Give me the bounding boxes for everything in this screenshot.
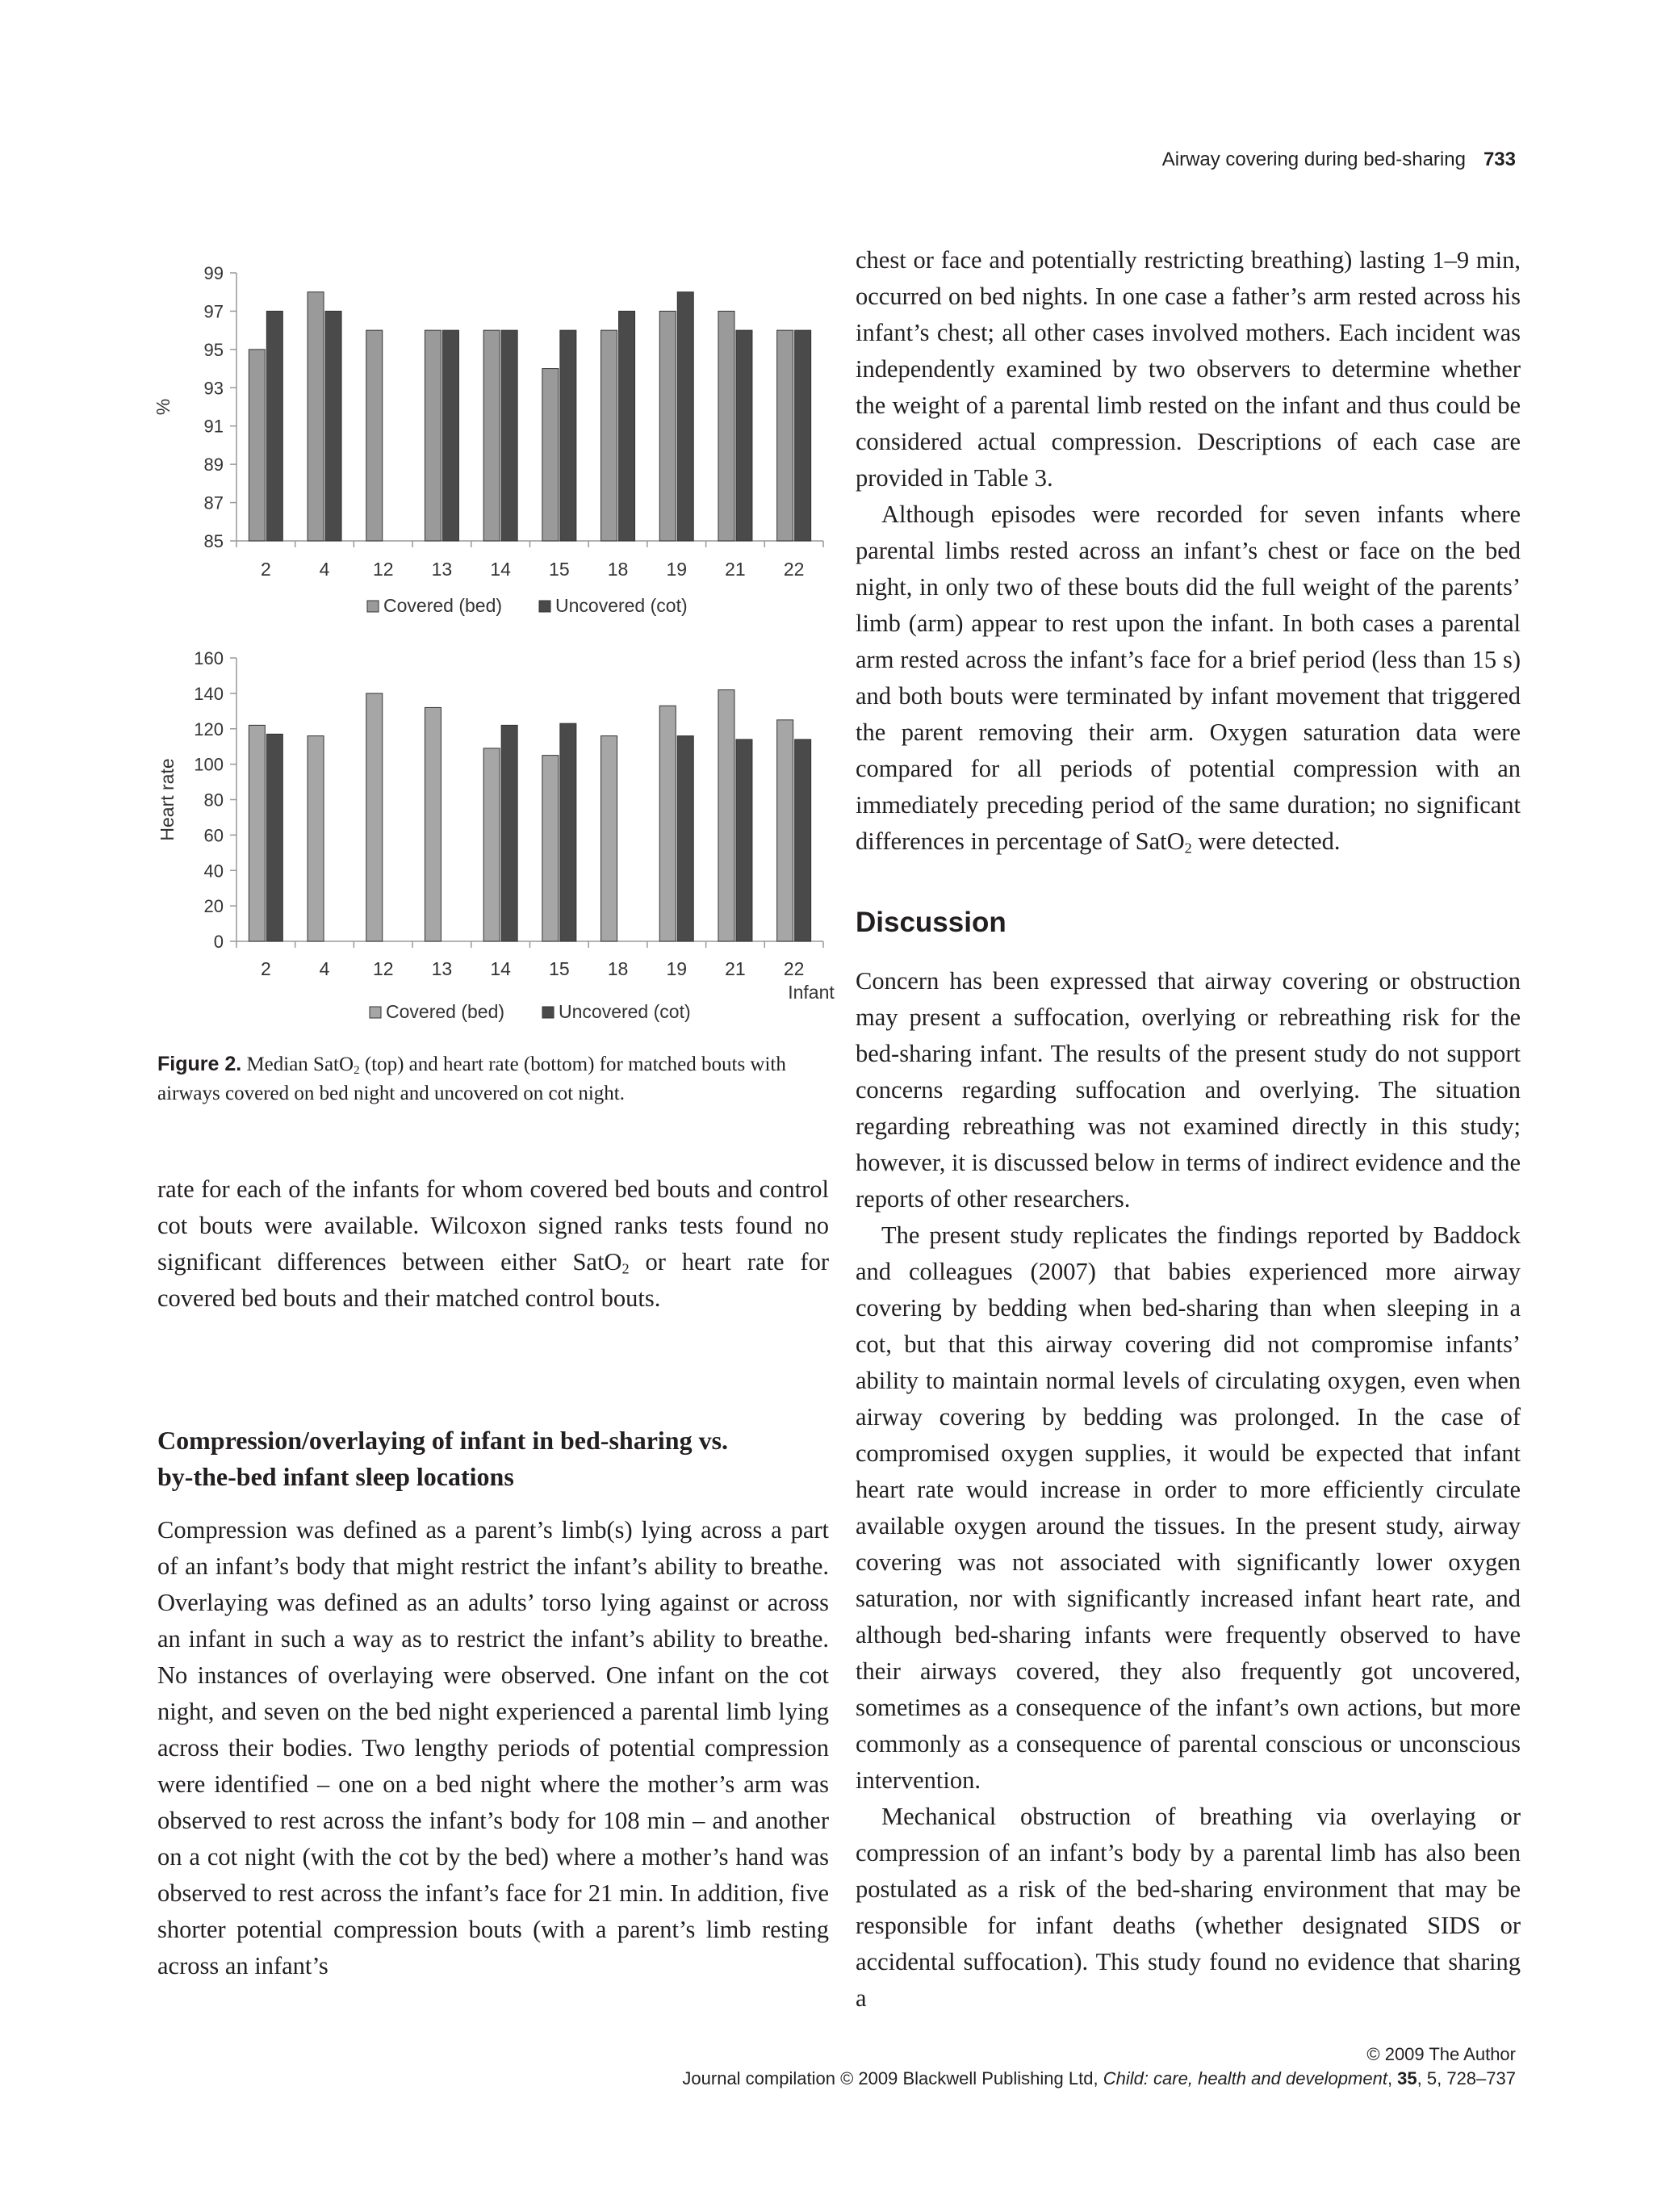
chart1-legend-swatch (539, 601, 550, 612)
running-title: Airway covering during bed-sharing (1161, 149, 1466, 170)
chart2-legend-label: Covered (bed) (386, 1001, 505, 1022)
chart2-y-tick-label: 80 (203, 790, 224, 811)
chart2-legend-label: Uncovered (cot) (559, 1001, 691, 1022)
footer-journal-title: Child: care, health and development (1103, 2068, 1387, 2088)
chart2-bar-covered (366, 693, 383, 941)
chart1-legend-swatch (367, 601, 379, 612)
chart2-y-tick-label: 140 (194, 683, 224, 704)
chart1-bar-uncovered (736, 330, 752, 541)
left-para1-post: or heart rate for covered bed bouts and their matched control bouts. (157, 1248, 829, 1312)
chart2-category-label: 21 (725, 958, 746, 979)
caption-sub: 2 (354, 1063, 360, 1077)
chart2-bar-covered (601, 736, 617, 941)
chart2-y-tick-label: 40 (203, 861, 224, 882)
chart2-category-label: 22 (783, 958, 805, 979)
chart1-bar-uncovered (795, 330, 811, 541)
chart1-bar-uncovered (266, 311, 282, 541)
footer-journal-post: , 5, 728–737 (1417, 2068, 1516, 2088)
chart1-y-tick-label: 97 (203, 301, 224, 322)
chart1-category-label: 12 (372, 559, 394, 580)
right-para4: The present study replicates the findings reported by Baddock and colleagues (2007) that babies experienced more airway covering by bedding when bed-sharing than when sleeping in a cot, but that this airway covering did not compromise infants’ ability to maintain normal levels of circulating oxygen, even when airway covering by bedding was prolonged. In the case of compromised oxygen supplies, it would be expected that infant heart rate would increase in order to more efficiently circulate available oxygen around the tissues. In the present study, airway covering was not associated with significantly lower oxygen saturation, nor with significantly increased infant heart rate, and although bed-sharing infants were frequently observed to have their airways covered, they also frequently got uncovered, sometimes as a consequence of the infant’s own actions, but more commonly as a consequence of parental conscious or unconscious intervention. (856, 1221, 1521, 1794)
chart2-bar-uncovered (560, 723, 576, 941)
chart1-category-label: 15 (549, 559, 570, 580)
chart1-bar-covered (542, 369, 559, 541)
chart1-bar-covered (366, 330, 383, 541)
left-para2: Compression was defined as a parent’s limb(s) lying across a part of an infant’s body that might restrict the infant’s ability to breathe. Overlaying was defined as an adults’ torso lying against or across an infant in such a way as to restrict the infant’s ability to breathe. No instances of overlaying were observed. One infant on the cot night, and seven on the bed night experienced a parental limb lying across their bodies. Two lengthy periods of potential compression were identified – one on a bed night where the mother’s arm was observed to rest across the infant’s body for 108 min – and another on a cot night (with the cot by the bed) where a mother’s hand was observed to rest across the infant’s face for 21 min. In addition, five shorter potential compression bouts (with a parent’s limb resting across an infant’s (157, 1516, 829, 1979)
chart2-bar-uncovered (677, 736, 693, 941)
chart1-y-tick-label: 85 (203, 531, 224, 551)
chart2-bar-uncovered (736, 739, 752, 941)
footer-journal-volume: 35 (1397, 2068, 1417, 2088)
chart2-y-tick-label: 120 (194, 718, 224, 739)
chart2-bar-uncovered (795, 739, 811, 941)
chart2-category-label: 13 (431, 958, 453, 979)
chart1-bar-covered (308, 292, 324, 541)
chart2-x-axis-label: Infant (788, 982, 835, 1003)
chart1-bar-covered (601, 330, 617, 541)
chart1-bar-uncovered (619, 311, 635, 541)
chart1-bar-covered (718, 311, 734, 541)
chart2-category-label: 14 (490, 958, 511, 979)
chart1-category-label: 4 (319, 559, 330, 580)
chart2-category-label: 4 (319, 958, 330, 979)
chart2-y-tick-label: 20 (203, 896, 224, 917)
chart1-y-tick-label: 99 (203, 263, 224, 283)
chart2-category-label: 19 (666, 958, 688, 979)
chart1-legend-label: Covered (bed) (383, 595, 503, 616)
right-para3: Concern has been expressed that airway covering or obstruction may present a suffocation, overlying or rebreathing risk for the bed-sharing infant. The results of the present study do not support concerns regarding suffocation and overlying. The situation regarding rebreathing was not examined directly in this study; however, it is discussed below in terms of indirect evidence and the reports of other researchers. (856, 967, 1521, 1213)
chart1-bar-covered (777, 330, 793, 541)
chart2-bar-covered (249, 725, 265, 941)
chart1-y-tick-label: 89 (203, 455, 224, 475)
right-column-discussion (856, 963, 1521, 2017)
footer-journal-pre: Journal compilation © 2009 Blackwell Publishing Ltd, (682, 2068, 1099, 2088)
chart2-category-label: 12 (372, 958, 394, 979)
caption-text-post: (top) and heart rate (bottom) for matched bouts with airways covered on bed night and uncovered on cot night. (157, 1054, 786, 1104)
caption-label: Figure 2. (157, 1053, 242, 1075)
chart1-bar-covered (425, 330, 441, 541)
chart1-y-tick-label: 87 (203, 492, 224, 513)
chart2-bar-covered (659, 706, 676, 941)
footer-copyright: © 2009 The Author (1366, 2044, 1516, 2064)
footer-journal: Journal compilation © 2009 Blackwell Publishing Ltd, Child: care, health and development, 35, 5, 728–737 (682, 2068, 1516, 2088)
chart1-category-label: 21 (725, 559, 746, 580)
chart1-category-label: 2 (260, 559, 271, 580)
chart2-y-axis-label: Heart rate (157, 758, 178, 841)
chart1-category-label: 18 (607, 559, 629, 580)
left-para1-pre: rate for each of the infants for whom covered bed bouts and control cot bouts were available. Wilcoxon signed ranks tests found no significant differences between either SatO (157, 1175, 829, 1276)
chart1-bar-uncovered (677, 292, 693, 541)
chart2-bar-uncovered (266, 734, 282, 941)
left-subheading (157, 1422, 829, 1495)
chart1-bar-uncovered (325, 311, 341, 541)
chart2-legend-swatch (370, 1007, 381, 1018)
left-column-para-2 (157, 1512, 829, 1984)
chart1-legend-label: Uncovered (cot) (555, 595, 688, 616)
chart1-bar-uncovered (560, 330, 576, 541)
running-head (1162, 149, 1516, 171)
chart2-bar-covered (483, 748, 500, 941)
chart1-y-tick-label: 95 (203, 339, 224, 360)
chart2-legend-swatch (542, 1007, 554, 1018)
chart2-category-label: 2 (260, 958, 271, 979)
discussion-heading: Discussion (856, 907, 1006, 938)
subheading-line-1: Compression/overlaying of infant in bed-sharing vs. (157, 1426, 729, 1455)
chart1-y-tick-label: 91 (203, 416, 224, 437)
chart1-bar-covered (249, 350, 265, 541)
chart2-y-tick-label: 60 (203, 825, 224, 846)
right-column-top (856, 242, 1521, 860)
figure-2 (137, 242, 839, 1041)
chart2-category-label: 18 (607, 958, 629, 979)
left-para1-sub: 2 (621, 1260, 630, 1277)
right-para5: Mechanical obstruction of breathing via overlaying or compression of an infant’s body by a parental limb has also been postulated as a risk of the bed-sharing environment that may be responsible for infant deaths (whether designated SIDS or accidental suffocation). This study found no evidence that sharing a (856, 1803, 1521, 2012)
chart2-bar-covered (308, 736, 324, 941)
right-para2-pre: Although episodes were recorded for seven infants where parental limbs rested across an infant’s chest or face on the bed night, in only two of these bouts did the full weight of the parents’ limb (arm) appear to rest upon the infant. In both cases a parental arm rested across the infant’s face for a brief period (less than 15 s) and both bouts were terminated by infant movement that triggered the parent removing their arm. Oxygen saturation data were compared for all periods of potential compression with an immediately preceding period of the same duration; no significant differences in percentage of SatO (856, 501, 1521, 855)
caption-text-pre: Median SatO (246, 1054, 354, 1075)
chart1-y-tick-label: 93 (203, 378, 224, 399)
chart1-bar-uncovered (501, 330, 517, 541)
chart1-bar-covered (483, 330, 500, 541)
chart2-bar-uncovered (501, 725, 517, 941)
subheading-compression (157, 1422, 829, 1495)
chart2-category-label: 15 (549, 958, 570, 979)
chart2-y-tick-label: 160 (194, 648, 224, 668)
right-para2-sub: 2 (1184, 840, 1192, 857)
chart1-category-label: 14 (490, 559, 511, 580)
page-number: 733 (1483, 149, 1516, 170)
chart1-category-label: 19 (666, 559, 688, 580)
subheading-line-2: by-the-bed infant sleep locations (157, 1462, 514, 1491)
figure-caption (157, 1049, 835, 1108)
chart2-y-tick-label: 0 (213, 932, 224, 952)
chart1-category-label: 22 (783, 559, 805, 580)
figure-2-charts (137, 242, 839, 1041)
left-column-para-1 (157, 1171, 829, 1317)
chart2-y-tick-label: 100 (194, 754, 224, 775)
chart2-bar-covered (718, 689, 734, 941)
chart2-bar-covered (542, 756, 559, 941)
chart2-bar-covered (777, 720, 793, 941)
chart2-bar-covered (425, 707, 441, 941)
chart1-y-axis-label: % (153, 398, 174, 416)
chart1-bar-covered (659, 311, 676, 541)
chart1-bar-uncovered (442, 330, 458, 541)
chart1-category-label: 13 (431, 559, 453, 580)
right-para2-post: were detected. (1191, 827, 1341, 855)
right-para1: chest or face and potentially restricting breathing) lasting 1–9 min, occurred on bed nights. In one case a father’s arm rested across his infant’s chest; all other cases involved mothers. Each incident was independently examined by two observers to determine whether the weight of a parental limb rested on the infant and thus could be considered actual compression. Descriptions of each case are provided in Table 3. (856, 246, 1521, 492)
